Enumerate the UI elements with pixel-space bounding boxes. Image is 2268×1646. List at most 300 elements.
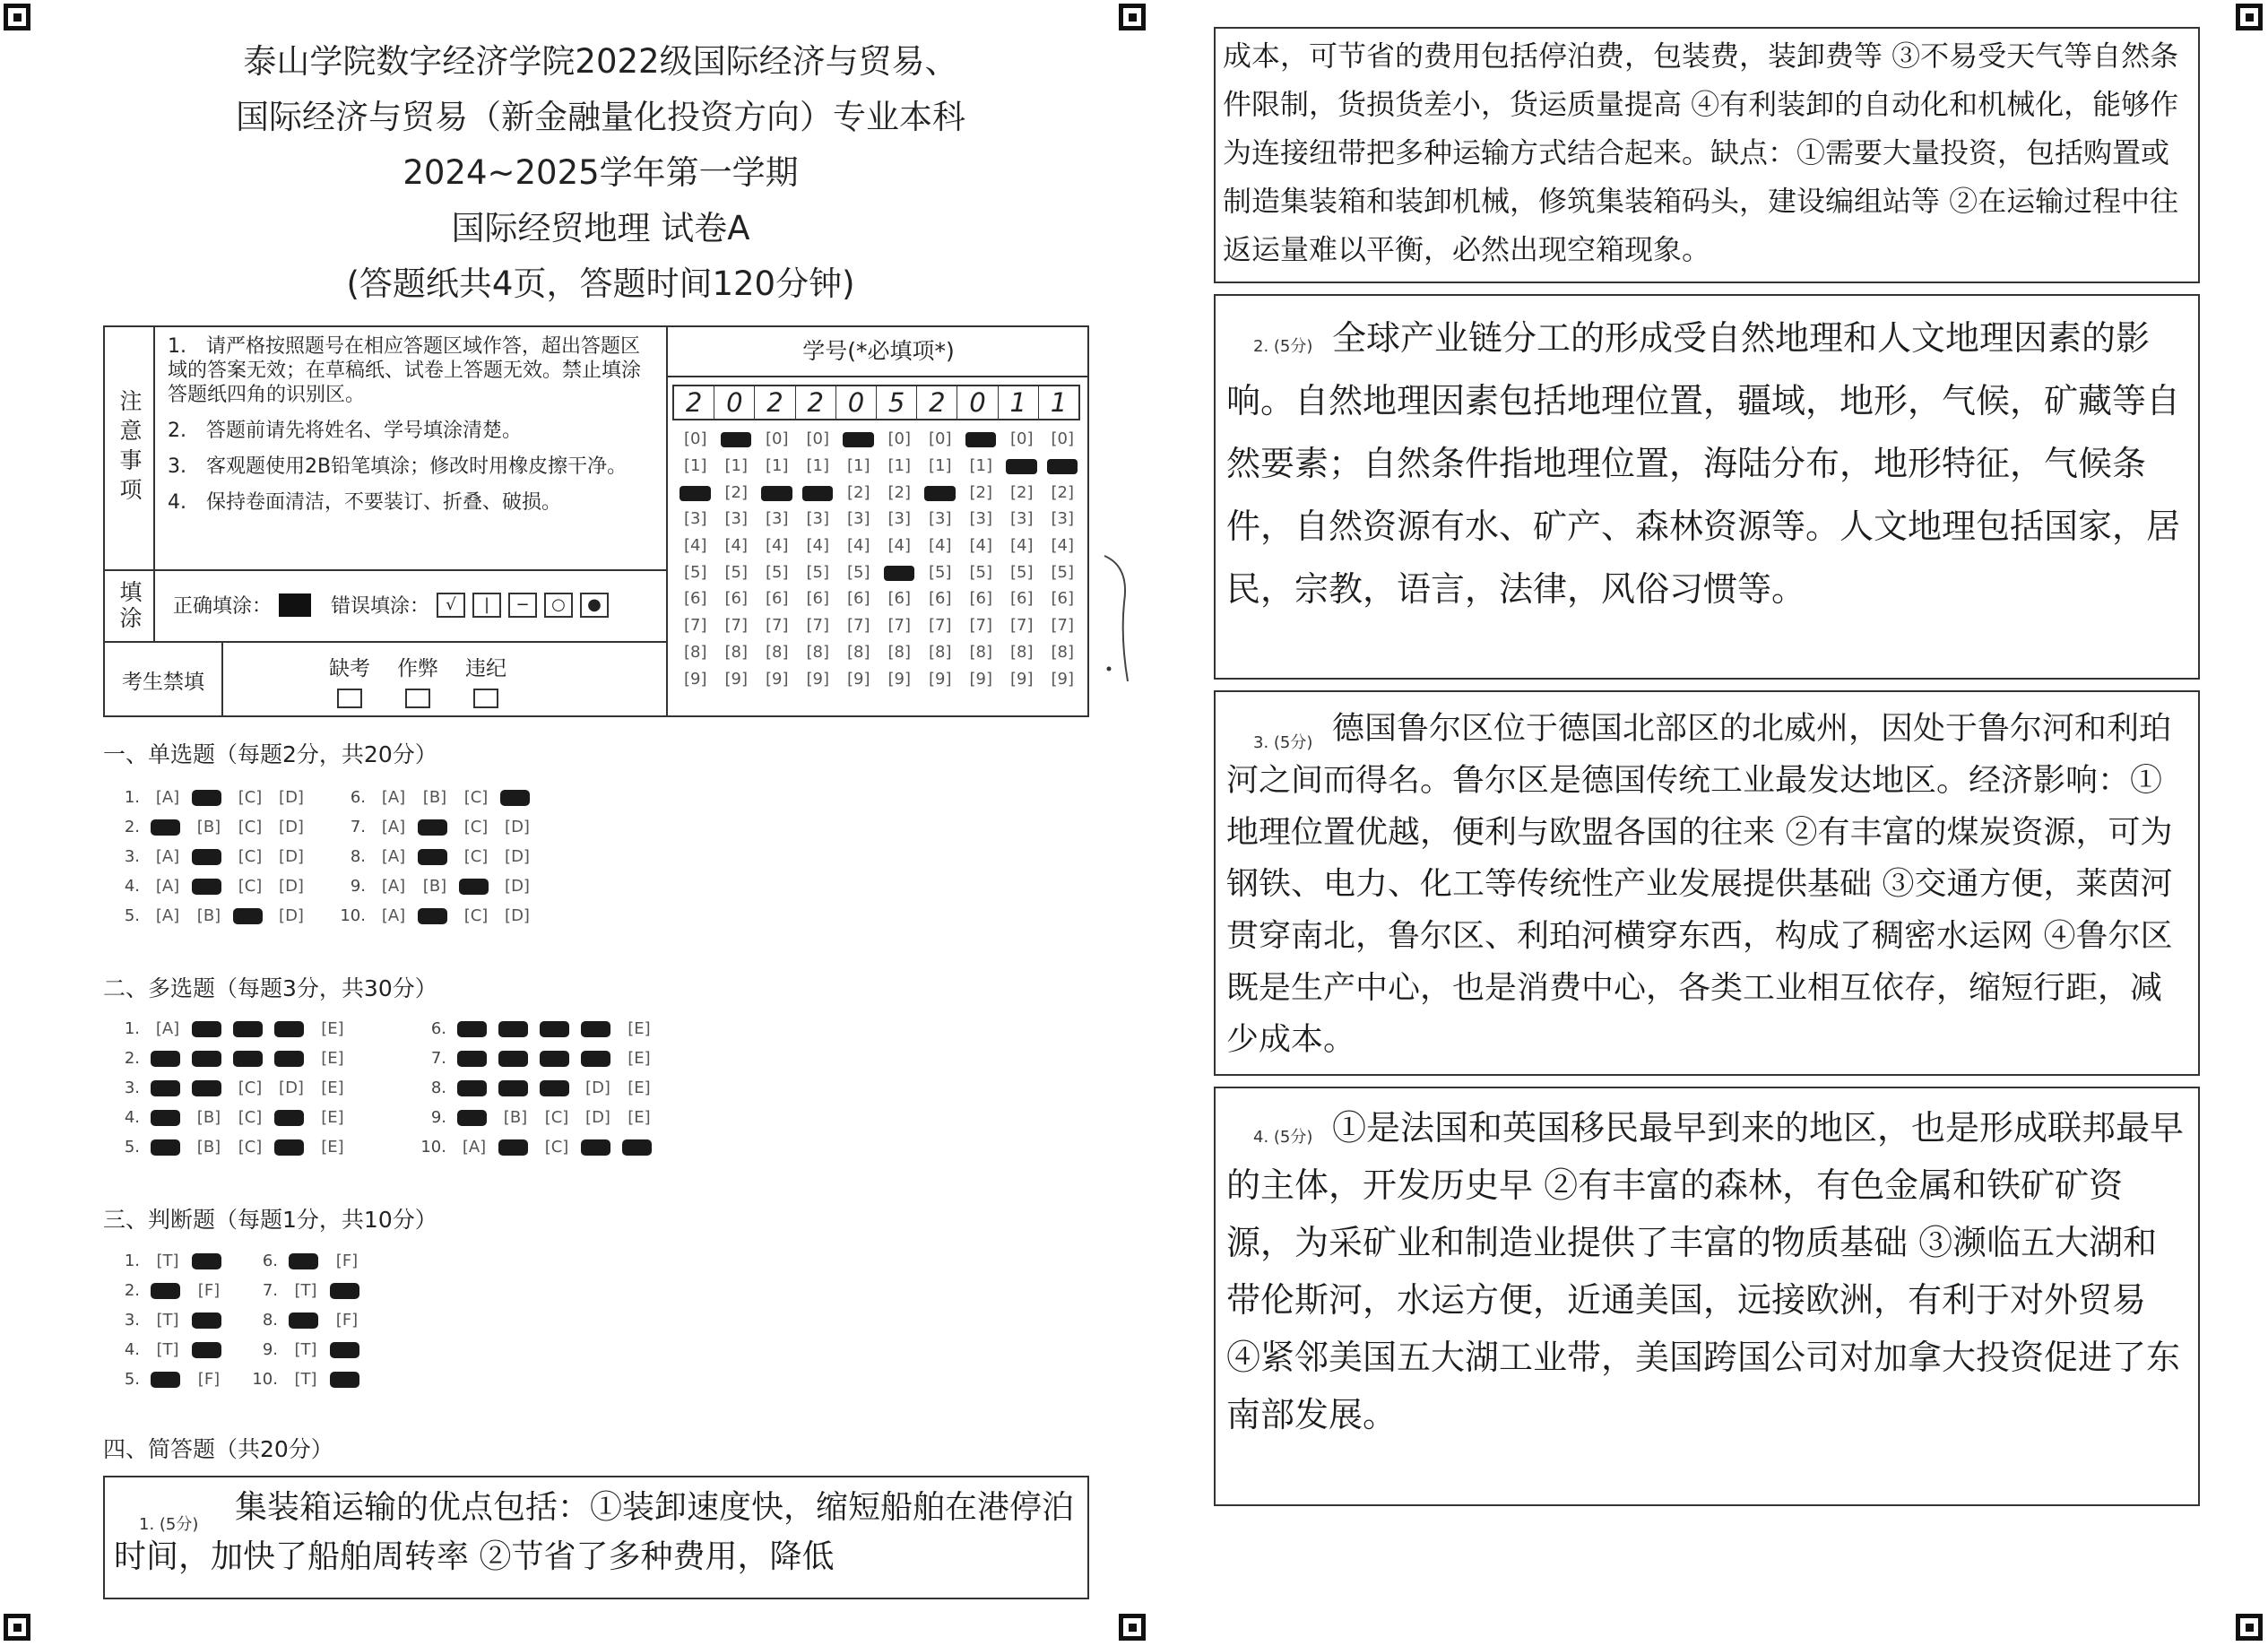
student-id-bubble[interactable]: [4] xyxy=(887,536,911,556)
student-id-bubble[interactable]: [2] xyxy=(1010,482,1034,502)
option-bubble-t[interactable] xyxy=(147,1281,188,1300)
option-bubble-d[interactable] xyxy=(271,1049,312,1068)
option-bubble-d[interactable]: [D] xyxy=(505,847,530,866)
note-item-1: 1. 请严格按照题号在相应答题区域作答，超出答题区域的答案无效；在草稿纸、试卷上答题无效。禁止填涂答题纸四角的识别区。 xyxy=(168,335,642,406)
student-id-bubble[interactable]: [3] xyxy=(887,509,911,529)
student-id-bubble[interactable]: [8] xyxy=(766,642,789,662)
option-bubble-b[interactable]: [B] xyxy=(196,906,221,925)
judge-column-left xyxy=(106,1246,229,1394)
student-id-bubble[interactable]: [5] xyxy=(806,562,829,582)
option-bubble-b[interactable] xyxy=(188,877,229,896)
option-bubble-e[interactable]: [E] xyxy=(321,1138,344,1157)
question-number: 5. xyxy=(124,906,140,925)
option-bubble-c[interactable] xyxy=(229,1049,271,1068)
multi-question-row xyxy=(412,1132,660,1162)
wrong-fill-label: 错误填涂： xyxy=(331,595,430,618)
status-violation: 违纪 xyxy=(465,652,506,708)
multi-question-row xyxy=(412,1103,660,1132)
option-bubble-d[interactable]: [D] xyxy=(279,906,304,925)
student-id-bubble[interactable]: [8] xyxy=(806,642,829,662)
option-bubble-a[interactable] xyxy=(147,1108,188,1127)
option-bubble-c[interactable]: [C] xyxy=(238,1138,263,1157)
status-absent: 缺考 xyxy=(329,652,370,708)
option-bubble-d[interactable] xyxy=(577,1019,619,1038)
header-line-2: 国际经济与贸易（新金融量化投资方向）专业本科 xyxy=(236,98,965,136)
question-number: 1. xyxy=(124,788,140,807)
status-cheating-checkbox[interactable] xyxy=(405,689,430,708)
single-question-row xyxy=(106,783,312,812)
question-number: 6. xyxy=(430,1019,446,1038)
student-id-bubble[interactable]: [2] xyxy=(1051,482,1074,502)
option-bubble-d[interactable] xyxy=(577,1138,619,1157)
student-id-bubble[interactable]: [6] xyxy=(969,589,992,609)
student-id-bubble[interactable] xyxy=(920,483,961,502)
student-id-bubble[interactable]: [8] xyxy=(847,642,870,662)
single-question-row xyxy=(106,871,312,901)
option-bubble-c[interactable]: [C] xyxy=(238,818,263,836)
student-id-bubble[interactable]: [4] xyxy=(684,536,707,556)
student-id-bubble[interactable]: [6] xyxy=(684,589,707,609)
option-bubble-c[interactable] xyxy=(536,1079,577,1097)
header-line-5: (答题纸共4页，答题时间120分钟) xyxy=(346,264,855,303)
judge-question-row xyxy=(106,1335,229,1364)
student-id-bubble-row-8 xyxy=(675,639,1089,666)
option-bubble-f[interactable] xyxy=(326,1370,368,1389)
student-id-bubble[interactable]: [1] xyxy=(847,456,870,476)
question-number: 3. xyxy=(124,847,140,866)
student-id-bubble-row-9 xyxy=(675,665,1089,692)
question-number: 3. xyxy=(124,1311,140,1330)
student-id-digit-8: 0 xyxy=(957,386,998,419)
option-bubble-t[interactable] xyxy=(285,1252,326,1270)
option-bubble-a[interactable] xyxy=(147,818,188,836)
option-bubble-a[interactable] xyxy=(147,1049,188,1068)
option-bubble-t[interactable]: [T] xyxy=(294,1370,317,1389)
option-bubble-d[interactable]: [D] xyxy=(279,788,304,807)
student-id-bubble[interactable] xyxy=(716,429,757,448)
status-violation-checkbox[interactable] xyxy=(473,689,498,708)
short-answer-3-box[interactable] xyxy=(1214,690,2200,1076)
option-bubble-a[interactable] xyxy=(454,1108,495,1127)
student-id-bubble[interactable]: [3] xyxy=(724,509,748,529)
question-number: 9. xyxy=(262,1340,278,1359)
section-single-choice-title: 一、单选题（每题2分，共20分） xyxy=(103,741,437,767)
student-id-digit-4: 2 xyxy=(796,386,836,419)
student-id-bubble[interactable]: [4] xyxy=(1010,536,1034,556)
wrong-fill-dot: ● xyxy=(580,593,609,618)
student-id-bubble[interactable]: [2] xyxy=(969,482,992,502)
student-id-digit-2: 0 xyxy=(714,386,755,419)
option-bubble-a[interactable]: [A] xyxy=(381,788,406,807)
option-bubble-b[interactable]: [B] xyxy=(196,1138,221,1157)
student-id-bubble[interactable]: [7] xyxy=(806,616,829,636)
short-answer-1-text: 集装箱运输的优点包括：①装卸速度快，缩短船舶在港停泊时间，加快了船舶周转率 ②节省了多种费用，降低 xyxy=(114,1489,1075,1575)
header-line-4: 国际经贸地理 试卷A xyxy=(451,209,750,247)
header-line-3: 2024~2025学年第一学期 xyxy=(403,153,799,192)
option-bubble-d[interactable]: [D] xyxy=(505,906,530,925)
single-question-row xyxy=(106,842,312,871)
option-bubble-c[interactable]: [C] xyxy=(544,1108,569,1127)
student-id-bubble[interactable]: [5] xyxy=(1051,562,1074,582)
student-id-bubble[interactable]: [7] xyxy=(887,616,911,636)
option-bubble-b[interactable] xyxy=(495,1138,536,1157)
student-id-digit-6: 5 xyxy=(877,386,917,419)
student-id-bubble[interactable]: [9] xyxy=(1010,669,1034,689)
student-id-digits xyxy=(672,385,1080,420)
student-id-bubble[interactable] xyxy=(757,483,798,502)
option-bubble-c[interactable]: [C] xyxy=(463,906,489,925)
question-number: 4. xyxy=(124,1108,140,1127)
option-bubble-t[interactable] xyxy=(285,1311,326,1330)
student-id-bubble[interactable]: [3] xyxy=(1010,509,1034,529)
multi-question-row xyxy=(106,1044,353,1073)
option-bubble-c[interactable]: [C] xyxy=(463,818,489,836)
option-bubble-b[interactable] xyxy=(188,788,229,807)
student-id-bubble[interactable]: [6] xyxy=(847,589,870,609)
single-question-row xyxy=(332,842,538,871)
student-id-bubble[interactable]: [4] xyxy=(806,536,829,556)
student-id-bubble[interactable]: [7] xyxy=(724,616,748,636)
question-number: 9. xyxy=(350,877,366,896)
student-id-bubble[interactable]: [9] xyxy=(929,669,952,689)
student-id-bubble[interactable]: [5] xyxy=(969,562,992,582)
option-bubble-a[interactable]: [A] xyxy=(381,818,406,836)
option-bubble-e[interactable]: [E] xyxy=(321,1079,344,1097)
judge-question-row xyxy=(106,1364,229,1394)
option-bubble-d[interactable]: [D] xyxy=(279,1079,304,1097)
option-bubble-e[interactable]: [E] xyxy=(321,1108,344,1127)
note-item-4: 4. 保持卷面清洁，不要装订、折叠、破损。 xyxy=(168,491,561,514)
student-id-bubble[interactable]: [7] xyxy=(929,616,952,636)
option-bubble-b[interactable]: [B] xyxy=(422,877,447,896)
option-bubble-a[interactable] xyxy=(147,1138,188,1157)
option-bubble-f[interactable]: [F] xyxy=(335,1252,359,1270)
question-number: 3. xyxy=(124,1079,140,1097)
option-bubble-d[interactable] xyxy=(577,1049,619,1068)
option-bubble-d[interactable]: [D] xyxy=(505,818,530,836)
option-bubble-b[interactable]: [B] xyxy=(422,788,447,807)
option-bubble-a[interactable] xyxy=(454,1049,495,1068)
option-bubble-d[interactable]: [D] xyxy=(585,1108,610,1127)
judge-question-row xyxy=(244,1305,368,1335)
student-id-bubble[interactable]: [3] xyxy=(969,509,992,529)
section-short-answer-title: 四、简答题（共20分） xyxy=(103,1436,333,1462)
student-id-bubble[interactable]: [0] xyxy=(1051,429,1074,449)
option-bubble-a[interactable]: [A] xyxy=(155,906,180,925)
multi-question-row xyxy=(106,1132,353,1162)
option-bubble-t[interactable]: [T] xyxy=(294,1340,317,1359)
student-id-bubble[interactable] xyxy=(879,563,921,582)
option-bubble-a[interactable]: [A] xyxy=(155,847,180,866)
student-id-bubble[interactable]: [3] xyxy=(766,509,789,529)
single-choice-column-left xyxy=(106,783,312,931)
student-id-digit-5: 0 xyxy=(836,386,877,419)
option-bubble-a[interactable] xyxy=(454,1019,495,1038)
question-number: 6. xyxy=(262,1252,278,1270)
option-bubble-d[interactable]: [D] xyxy=(279,847,304,866)
stray-pencil-mark xyxy=(1103,549,1138,683)
student-id-bubble[interactable]: [5] xyxy=(766,562,789,582)
student-id-bubble[interactable]: [7] xyxy=(766,616,789,636)
student-id-bubble[interactable]: [1] xyxy=(766,456,789,476)
option-bubble-t[interactable] xyxy=(147,1370,188,1389)
option-bubble-d[interactable] xyxy=(271,1138,312,1157)
student-id-bubble[interactable]: [9] xyxy=(766,669,789,689)
student-id-bubble[interactable]: [9] xyxy=(684,669,707,689)
student-id-bubble[interactable]: [6] xyxy=(766,589,789,609)
option-bubble-f[interactable] xyxy=(326,1281,368,1300)
student-id-bubble[interactable]: [4] xyxy=(929,536,952,556)
header-line-1: 泰山学院数字经济学院2022级国际经济与贸易、 xyxy=(243,42,958,81)
notes-label: 注意事项 xyxy=(105,327,155,569)
student-id-bubble[interactable]: [3] xyxy=(929,509,952,529)
student-id-bubble[interactable]: [9] xyxy=(887,669,911,689)
option-bubble-d[interactable]: [D] xyxy=(505,877,530,896)
option-bubble-c[interactable]: [C] xyxy=(238,877,263,896)
option-bubble-d[interactable] xyxy=(271,1019,312,1038)
student-id-bubble[interactable]: [9] xyxy=(1051,669,1074,689)
student-id-bubble[interactable] xyxy=(838,429,879,448)
question-number: 2. xyxy=(124,818,140,836)
question-number: 10. xyxy=(252,1370,278,1389)
single-question-row xyxy=(106,901,312,931)
option-bubble-b[interactable]: [B] xyxy=(196,818,221,836)
judge-question-row xyxy=(106,1276,229,1305)
corner-mark-top-right xyxy=(2236,4,2263,30)
student-id-bubble[interactable]: [0] xyxy=(684,429,707,449)
student-id-bubble[interactable]: [4] xyxy=(969,536,992,556)
short-answer-2-box[interactable] xyxy=(1214,294,2200,680)
option-bubble-b[interactable] xyxy=(495,1049,536,1068)
option-bubble-a[interactable]: [A] xyxy=(462,1138,487,1157)
student-id-bubble[interactable]: [8] xyxy=(724,642,748,662)
student-id-bubble[interactable]: [9] xyxy=(969,669,992,689)
status-absent-checkbox[interactable] xyxy=(337,689,362,708)
option-bubble-d[interactable]: [D] xyxy=(585,1079,610,1097)
student-id-bubble[interactable]: [4] xyxy=(1051,536,1074,556)
judge-question-row xyxy=(244,1364,368,1394)
student-id-bubble[interactable] xyxy=(675,483,716,502)
student-id-bubble[interactable] xyxy=(1043,456,1084,475)
exam-header xyxy=(99,34,1103,312)
student-id-bubble[interactable] xyxy=(1001,456,1043,475)
short-answer-4-box[interactable] xyxy=(1214,1087,2200,1506)
student-id-bubble[interactable]: [8] xyxy=(1051,642,1074,662)
student-id-bubble-row-6 xyxy=(675,585,1089,612)
single-question-row xyxy=(332,783,538,812)
student-id-bubble[interactable]: [1] xyxy=(684,456,707,476)
multi-question-row xyxy=(106,1014,353,1044)
student-id-bubble-row-0 xyxy=(675,426,1089,453)
student-id-bubble[interactable]: [3] xyxy=(806,509,829,529)
option-bubble-c[interactable] xyxy=(536,1049,577,1068)
student-id-bubble[interactable]: [8] xyxy=(969,642,992,662)
option-bubble-a[interactable]: [A] xyxy=(155,1019,180,1038)
student-id-bubble[interactable]: [0] xyxy=(1010,429,1034,449)
answer-sheet-info-box xyxy=(103,325,1089,717)
student-id-bubble[interactable]: [1] xyxy=(887,456,911,476)
student-id-bubble[interactable]: [6] xyxy=(1051,589,1074,609)
corner-mark-bottom-left xyxy=(4,1614,30,1641)
short-answer-2-label: 2. (5分) xyxy=(1253,337,1313,356)
student-id-bubble[interactable]: [9] xyxy=(724,669,748,689)
student-id-bubble[interactable]: [4] xyxy=(724,536,748,556)
student-id-bubble[interactable]: [0] xyxy=(806,429,829,449)
fill-label: 填涂 xyxy=(105,571,155,641)
option-bubble-c[interactable]: [C] xyxy=(238,788,263,807)
option-bubble-t[interactable]: [T] xyxy=(156,1340,179,1359)
option-bubble-e[interactable]: [E] xyxy=(628,1019,651,1038)
judge-question-row xyxy=(106,1246,229,1276)
note-item-2: 2. 答题前请先将姓名、学号填涂清楚。 xyxy=(168,420,522,442)
student-id-bubble-row-7 xyxy=(675,612,1089,639)
student-id-bubble[interactable]: [7] xyxy=(1051,616,1074,636)
student-id-bubble[interactable]: [2] xyxy=(847,482,870,502)
option-bubble-a[interactable] xyxy=(147,1079,188,1097)
option-bubble-e[interactable]: [E] xyxy=(628,1049,651,1068)
student-id-bubble[interactable]: [8] xyxy=(1010,642,1034,662)
option-bubble-f[interactable] xyxy=(326,1340,368,1359)
option-bubble-b[interactable]: [B] xyxy=(196,1108,221,1127)
student-id-bubble[interactable]: [3] xyxy=(684,509,707,529)
question-number: 9. xyxy=(430,1108,446,1127)
short-answer-1-continued-box[interactable] xyxy=(1214,27,2200,283)
option-bubble-t[interactable]: [T] xyxy=(294,1281,317,1300)
student-id-bubble[interactable]: [9] xyxy=(806,669,829,689)
student-id-bubble[interactable]: [4] xyxy=(847,536,870,556)
option-bubble-b[interactable] xyxy=(188,1079,229,1097)
option-bubble-c[interactable]: [C] xyxy=(463,847,489,866)
option-bubble-c[interactable] xyxy=(229,1019,271,1038)
option-bubble-b[interactable] xyxy=(414,847,455,866)
student-id-bubble[interactable]: [6] xyxy=(724,589,748,609)
corner-mark-bottom-right xyxy=(2236,1614,2263,1641)
option-bubble-e[interactable] xyxy=(619,1138,660,1157)
option-bubble-f[interactable]: [F] xyxy=(197,1370,221,1389)
student-id-bubble[interactable]: [8] xyxy=(684,642,707,662)
option-bubble-d[interactable]: [D] xyxy=(279,877,304,896)
option-bubble-c[interactable]: [C] xyxy=(544,1138,569,1157)
option-bubble-a[interactable]: [A] xyxy=(381,877,406,896)
student-id-bubble[interactable]: [0] xyxy=(929,429,952,449)
multi-question-row xyxy=(412,1044,660,1073)
student-id-bubble[interactable]: [1] xyxy=(929,456,952,476)
student-id-bubble[interactable] xyxy=(961,429,1002,448)
option-bubble-e[interactable]: [E] xyxy=(321,1019,344,1038)
option-bubble-b[interactable] xyxy=(188,847,229,866)
student-id-bubble[interactable]: [0] xyxy=(887,429,911,449)
option-bubble-b[interactable] xyxy=(495,1019,536,1038)
option-bubble-c[interactable]: [C] xyxy=(238,847,263,866)
option-bubble-c[interactable] xyxy=(229,906,271,925)
option-bubble-f[interactable] xyxy=(188,1252,229,1270)
wrong-fill-bar: | xyxy=(472,593,501,618)
student-id-bubble[interactable]: [6] xyxy=(929,589,952,609)
student-id-bubble[interactable]: [1] xyxy=(969,456,992,476)
student-id-digit-10: 1 xyxy=(1050,387,1068,418)
option-bubble-f[interactable] xyxy=(188,1340,229,1359)
single-question-row xyxy=(332,901,538,931)
student-id-bubble[interactable]: [2] xyxy=(887,482,911,502)
student-id-bubble[interactable]: [5] xyxy=(929,562,952,582)
question-number: 10. xyxy=(340,906,366,925)
short-answer-1-box[interactable] xyxy=(103,1476,1089,1599)
question-number: 6. xyxy=(350,788,366,807)
option-bubble-d[interactable]: [D] xyxy=(279,818,304,836)
option-bubble-e[interactable]: [E] xyxy=(628,1079,651,1097)
student-id-bubble[interactable]: [3] xyxy=(1051,509,1074,529)
student-id-bubble[interactable]: [0] xyxy=(766,429,789,449)
student-id-bubble[interactable]: [8] xyxy=(887,642,911,662)
option-bubble-c[interactable]: [C] xyxy=(238,1108,263,1127)
student-id-bubble[interactable]: [4] xyxy=(766,536,789,556)
multi-choice-column-left xyxy=(106,1014,353,1162)
option-bubble-b[interactable]: [B] xyxy=(503,1108,528,1127)
question-number: 8. xyxy=(262,1311,278,1330)
student-id-bubble[interactable]: [7] xyxy=(847,616,870,636)
student-id-bubble[interactable]: [5] xyxy=(684,562,707,582)
option-bubble-e[interactable]: [E] xyxy=(321,1049,344,1068)
option-bubble-f[interactable] xyxy=(188,1311,229,1330)
student-id-bubble[interactable]: [9] xyxy=(847,669,870,689)
option-bubble-t[interactable]: [T] xyxy=(156,1252,179,1270)
student-id-bubble[interactable]: [1] xyxy=(724,456,748,476)
option-bubble-f[interactable]: [F] xyxy=(197,1281,221,1300)
option-bubble-a[interactable]: [A] xyxy=(381,847,406,866)
option-bubble-a[interactable] xyxy=(454,1079,495,1097)
option-bubble-c[interactable] xyxy=(455,877,497,896)
option-bubble-b[interactable] xyxy=(414,818,455,836)
student-id-bubble[interactable]: [6] xyxy=(1010,589,1034,609)
option-bubble-b[interactable] xyxy=(414,906,455,925)
student-id-bubble[interactable]: [6] xyxy=(887,589,911,609)
option-bubble-b[interactable] xyxy=(188,1049,229,1068)
single-question-row xyxy=(332,812,538,842)
student-id-bubble[interactable] xyxy=(798,483,839,502)
correct-fill-label: 正确填涂： xyxy=(173,595,273,618)
student-id-bubble[interactable]: [7] xyxy=(969,616,992,636)
section-multi-choice-title: 二、多选题（每题3分，共30分） xyxy=(103,975,437,1001)
option-bubble-f[interactable]: [F] xyxy=(335,1311,359,1330)
student-id-bubble[interactable]: [1] xyxy=(806,456,829,476)
option-bubble-b[interactable] xyxy=(188,1019,229,1038)
option-bubble-a[interactable]: [A] xyxy=(155,788,180,807)
option-bubble-c[interactable]: [C] xyxy=(238,1079,263,1097)
option-bubble-b[interactable] xyxy=(495,1079,536,1097)
student-id-bubble[interactable]: [5] xyxy=(1010,562,1034,582)
judge-column-right xyxy=(244,1246,368,1394)
student-id-bubble[interactable]: [6] xyxy=(806,589,829,609)
student-id-bubble[interactable]: [8] xyxy=(929,642,952,662)
option-bubble-c[interactable]: [C] xyxy=(463,788,489,807)
option-bubble-d[interactable] xyxy=(271,1108,312,1127)
option-bubble-a[interactable]: [A] xyxy=(155,877,180,896)
option-bubble-a[interactable]: [A] xyxy=(381,906,406,925)
option-bubble-e[interactable]: [E] xyxy=(628,1108,651,1127)
student-id-bubble[interactable]: [5] xyxy=(847,562,870,582)
option-bubble-d[interactable] xyxy=(497,788,538,807)
student-id-bubble[interactable]: [7] xyxy=(1010,616,1034,636)
student-id-panel xyxy=(668,327,1089,717)
option-bubble-c[interactable] xyxy=(536,1019,577,1038)
student-id-bubble[interactable]: [3] xyxy=(847,509,870,529)
student-id-bubble[interactable]: [5] xyxy=(724,562,748,582)
option-bubble-t[interactable]: [T] xyxy=(156,1311,179,1330)
student-id-bubble[interactable]: [7] xyxy=(684,616,707,636)
question-number: 4. xyxy=(124,877,140,896)
short-answer-2-text: 全球产业链分工的形成受自然地理和人文地理因素的影响。自然地理因素包括地理位置，疆域，地形，气候，矿藏等自然要素；自然条件指地理位置，海陆分布，地形特征，气候条件，自然资源有水、矿产、森林资源等。人文地理包括国家，居民，宗教，语言，法律，风俗习惯等。 xyxy=(1226,318,2181,609)
student-id-bubble[interactable]: [2] xyxy=(724,482,748,502)
